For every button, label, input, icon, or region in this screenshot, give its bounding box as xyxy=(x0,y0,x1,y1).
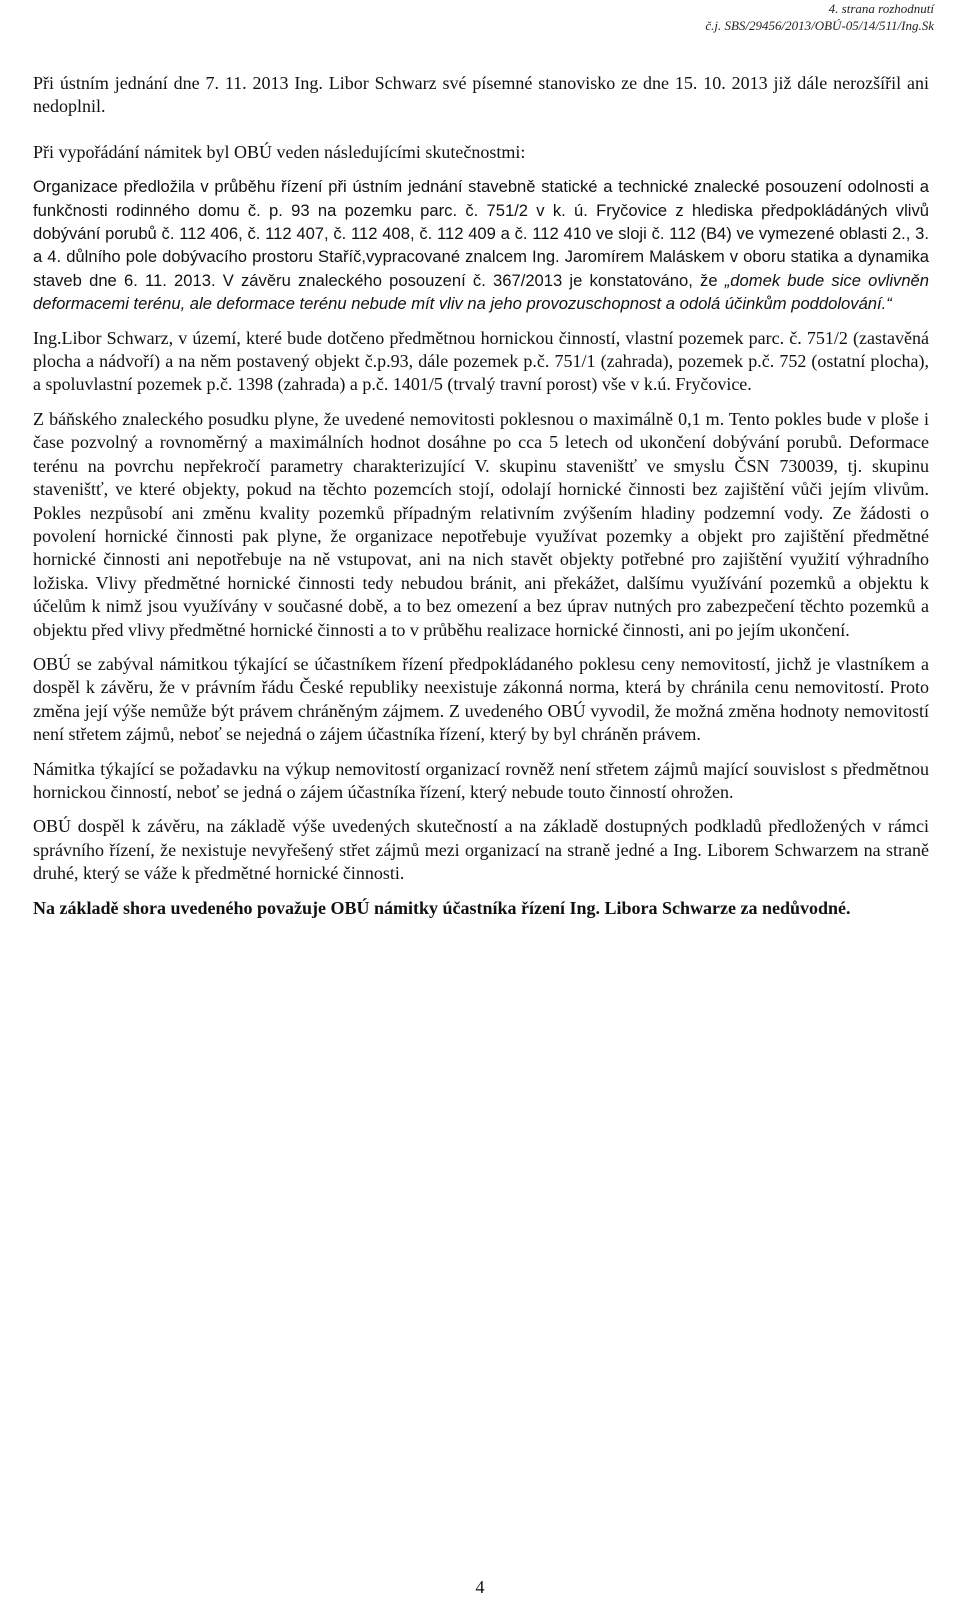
reference-number: č.j. SBS/29456/2013/OBÚ-05/14/511/Ing.Sk xyxy=(705,18,934,33)
paragraph-objections-intro: Při vypořádání námitek byl OBÚ veden následujícími skutečnostmi: xyxy=(33,141,526,162)
page-label: 4. strana rozhodnutí xyxy=(828,1,934,16)
paragraph-buyout: Námitka týkající se požadavku na výkup nemovitostí organizací rovněž není střetem zájmů mající souvislost s předmětnou hornickou činností, neboť se jedná o zájem účastníka řízení, který nebude touto činností ohrožen. xyxy=(33,758,929,802)
document-body xyxy=(33,72,929,931)
paragraph-conclusion: OBÚ dospěl k závěru, na základě výše uvedených skutečností a na základě dostupných podkladů předložených v rámci správního řízení, že nexistuje nevyřešený střet zájmů mezi organizací na straně jedné a Ing. Liborem Schwarzem na straně druhé, který se váže k předmětné hornické činnosti. xyxy=(33,816,929,884)
expert-report-quote: „domek bude sice ovlivněn deformacemi terénu, ale deformace terénu nebude mít vliv na jeho provozuschopnost a odolá účinkům poddolování.“ xyxy=(33,270,929,314)
paragraph-property-value: OBÚ se zabýval námitkou týkající se účastníkem řízení předpokládaného poklesu ceny nemovitostí, jichž je vlastníkem a dospěl k závěru, že v právním řádu České republiky neexistuje zákonná norma, která by chránila cenu nemovitostí. Proto změna její výše nemůže být právem chráněným zájmem. Z uvedeného OBÚ vyvodil, že možná změna hodnoty nemovitostí není střetem zájmů, neboť se nejedná o zájem účastníka řízení, který by byl chráněn právem. xyxy=(33,653,929,745)
page-header xyxy=(705,0,934,34)
paragraph-hearing: Při ústním jednání dne 7. 11. 2013 Ing. Libor Schwarz své písemné stanovisko ze dne 15. 10. 2013 již dále nerozšířil ani nedoplnil. xyxy=(33,73,929,117)
page-number: 4 xyxy=(475,1577,485,1597)
paragraph-expert-report xyxy=(33,175,929,315)
expert-report-text: Organizace předložila v průběhu řízení při ústním jednání stavebně statické a technické znalecké posouzení odolnosti a funkčnosti rodinného domu č. p. 93 na pozemku parc. č. 751/2 v k. ú. Fryčovice z hlediska předpokládáných vlivů dobývání porubů č. 112 406, č. 112 407, č. 112 408, č. 112 409 a č. 112 410 ve sloji č. 112 (B4) ve vymezené oblasti 2., 3. a 4. důlního pole dobývacího prostoru Staříč,vypracované znalcem Ing. Jaromírem Maláskem v oboru statika a dynamika staveb dne 6. 11. 2013. V závěru znaleckého posouzení č. 367/2013 je konstatováno, že xyxy=(33,177,929,290)
paragraph-subsidence: Z báňského znaleckého posudku plyne, že uvedené nemovitosti poklesnou o maximálně 0,1 m. Tento pokles bude v ploše i čase pozvolný a rovnoměrný a maximálních hodnot dosáhne po cca 5 letech od ukončení dobývání porubů. Deformace terénu na povrchu nepřekročí parametry charakterizující V. skupinu staveništť ve smyslu ČSN 730039, tj. skupinu staveništť, ve které objekty, pokud na těchto pozemcích stojí, odolají hornické činnosti bez zajištění vůči jejím vlivům. Pokles nezpůsobí ani změnu kvality pozemků případným relativním zvýšením hladiny podzemní vody. Ze žádosti o povolení hornické činnosti pak plyne, že organizace nepotřebuje využívat pozemky a objekt pro zajištění předmětné hornické činnosti ani nepotřebuje na ně vstupovat, ani na nich stavět objekty potřebné pro zajištění využití výhradního ložiska. Vlivy předmětné hornické činnosti tedy nebudou bránit, ani překážet, dalšímu využívání pozemků a objektu k účelům k nimž jsou využívány v současné době, a to bez omezení a bez úprav nutných pro zabezpečení těchto pozemků a objektu před vlivy předmětné hornické činnosti a to v průběhu realizace hornické činnosti, ani po jejím ukončení. xyxy=(33,408,929,640)
paragraph-ownership: Ing.Libor Schwarz, v území, které bude dotčeno předmětnou hornickou činností, vlastní pozemek parc. č. 751/2 (zastavěná plocha a nádvoří) a na něm postavený objekt č.p.93, dále pozemek p.č. 751/1 (zahrada), pozemek p.č. 752 (ostatní plocha), a spoluvlastní pozemek p.č. 1398 (zahrada) a p.č. 1401/5 (trvalý travní porost) vše v k.ú. Fryčovice. xyxy=(33,327,929,395)
paragraph-decision: Na základě shora uvedeného považuje OBÚ námitky účastníka řízení Ing. Libora Schwarze za nedůvodné. xyxy=(33,897,851,918)
